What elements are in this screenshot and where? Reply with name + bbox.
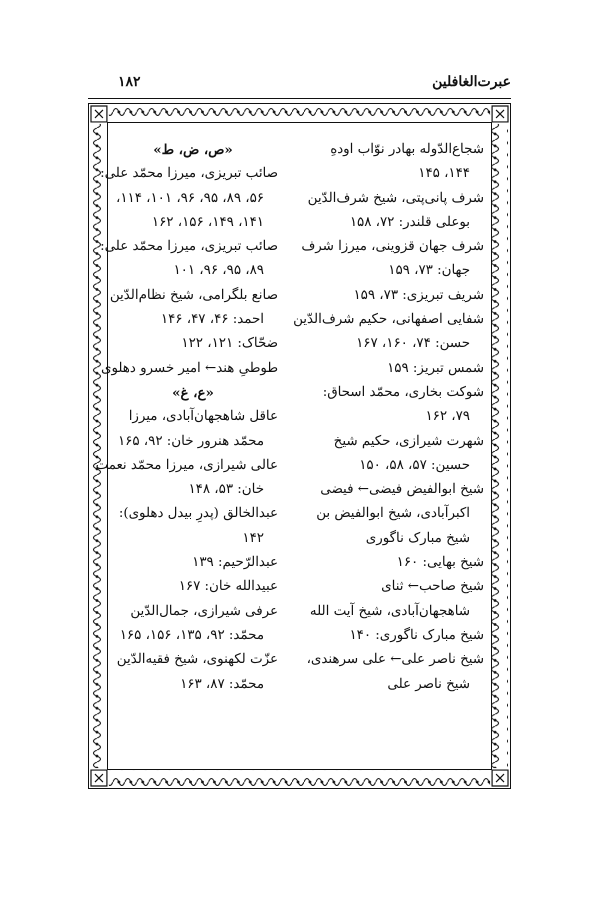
index-entry: صائب تبریزی، میرزا محمّد علی: [100,239,278,255]
index-entry: اکبرآبادی، شیخ ابوالفیض بن [316,506,470,522]
index-entry: محمّد: ۸۷، ۱۶۳ [180,676,264,692]
index-entry: محمّد هنرور خان: ۹۲، ۱۶۵ [117,433,264,449]
index-entry: محمّد: ۹۲، ۱۳۵، ۱۵۶، ۱۶۵ [119,627,264,643]
index-entry: شوکت بخاری، محمّد اسحاق: [322,384,484,400]
index-column-right [293,138,484,697]
index-entry: عزّت لکهنوی، شیخ فقیه‌الدّین [116,652,278,668]
index-entry: ۵۶، ۸۹، ۹۵، ۹۶، ۱۰۱، ۱۱۴، [115,190,264,206]
index-entry: عبدالرّحیم: ۱۳۹ [192,555,278,571]
index-entry: عبدالخالق (پدرِ بیدل دهلوی): [118,506,278,522]
page-header [88,74,511,96]
index-entry: عاقل شاهجهان‌آبادی، میرزا [128,409,278,425]
running-title: عبرت‌الغافلین [432,74,511,90]
index-entry: شفایی اصفهانی، حکیم شرف‌الدّین [293,312,484,328]
index-entry: جهان: ۷۳، ۱۵۹ [388,263,470,279]
header-rule [88,98,511,99]
index-entry: ۱۴۱، ۱۴۹، ۱۵۶، ۱۶۲ [151,214,264,230]
index-entry: عرفی شیرازی، جمال‌الدّین [130,603,278,619]
index-entry: شیخ صاحب← ثنای [381,579,484,595]
index-entry: شیخ ابوالفیض فیضی← فیضی [320,482,484,498]
index-entry: ضحّاک: ۱۲۱، ۱۲۲ [181,336,278,352]
index-entry: صانع بلگرامی، شیخ نظام‌الدّین [109,287,278,303]
index-entry: شریف تبریزی: ۷۳، ۱۵۹ [353,287,484,303]
index-entry: احمد: ۴۶، ۴۷، ۱۴۶ [160,312,264,328]
index-entry: شیخ مبارک ناگوری: ۱۴۰ [349,627,484,643]
index-entry: شرف پانی‌پتی، شیخ شرف‌الدّین [307,190,484,206]
index-entry: شیخ بهایی: ۱۶۰ [396,555,484,571]
index-entry: حسن: ۷۴، ۱۶۰، ۱۶۷ [356,336,470,352]
section-heading: «ع، غ» [172,384,214,401]
index-entry: ۸۹، ۹۵، ۹۶، ۱۰۱ [173,263,264,279]
index-entry: عالی شیرازی، میرزا محمّد نعمت [95,457,278,473]
index-entry: شهرت شیرازی، حکیم شیخ [333,433,484,449]
index-entry: حسین: ۵۷، ۵۸، ۱۵۰ [359,457,470,473]
section-heading: «ص، ض، ط» [153,142,233,158]
index-entry: صائب تبریزی، میرزا محمّد علی: [100,166,278,182]
index-entry: خان: ۵۳، ۱۴۸ [188,482,264,498]
index-column-left [95,138,278,697]
index-entry: شرف جهان قزوینی، میرزا شرف [301,239,484,255]
index-entry: شیخ مبارک ناگوری [365,530,470,546]
index-entry: شجاع‌الدّوله بهادر نوّاب اودهِ [330,142,484,157]
index-entry: شمس تبریز: ۱۵۹ [387,360,484,376]
ornamental-frame [88,103,511,789]
index-entry: شیخ ناصر علی [387,676,470,692]
index-entry: ۱۴۴، ۱۴۵ [418,166,470,182]
index-entry: طوطیِ هند← امیر خسرو دهلوی [100,360,278,376]
index-entry: بوعلی قلندر: ۷۲، ۱۵۸ [349,214,470,230]
index-entry: شاهجهان‌آبادی، شیخ آیت الله [309,603,470,619]
index-entry: ۱۴۲ [242,530,264,546]
index-entry: عبیدالله خان: ۱۶۷ [178,579,278,595]
index-entry: شیخ ناصر علی← علی سرهندی، [306,652,484,668]
index-entry: ۷۹، ۱۶۲ [425,409,470,425]
page-number: ۱۸۲ [118,74,141,90]
